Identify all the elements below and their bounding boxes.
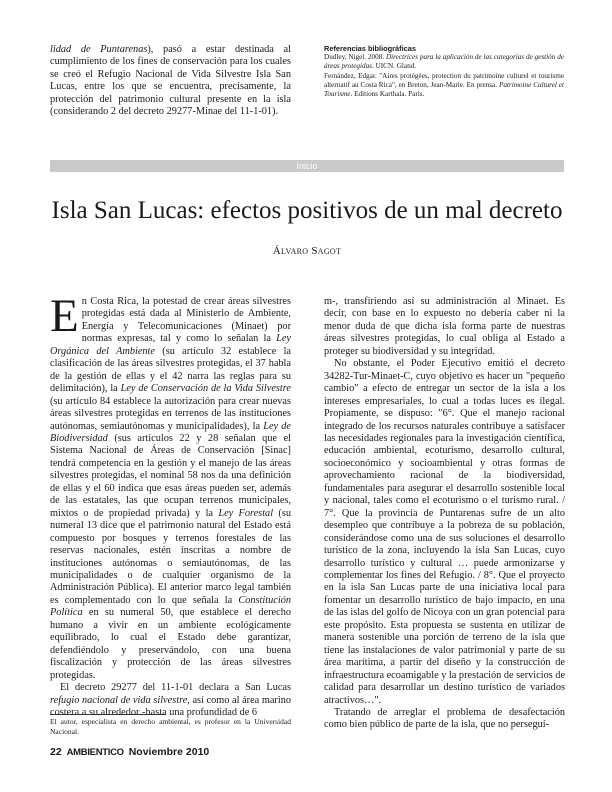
law-name: Ley Orgánica del Ambiente [50,333,291,357]
section-band [50,160,564,172]
reference-text: Dudley, Nigel. 2008. [324,53,386,62]
body-paragraph: m-, transfiriendo así su administración al Minaet. Es decir, con base en lo expuesto no debería caber ni la menor duda de que dicha isla forma parte de nuestras áreas silvestres protegidas, lo cual obliga al Estado a proteger su biodiversidad y su integridad. [324,296,565,357]
body-paragraph: Tratando de arreglar el problema de desafectación como bien público de parte de la isla, que no perseguí- [324,706,565,731]
law-name: Ley de Biodiversidad [50,420,291,444]
section-label: Inicio [296,161,318,171]
issue-date: Noviembre 2010 [128,746,210,758]
text-run: (su numeral 13 dice que el patrimonio natural del Estado está compuesto por bosques y terrenos forestales de las reservas nacionales, estén inscritas a nombre de instituciones autónomas o semiautónomas, de las municipalidades o de cualquier organismo de la Administración Pública). El anterior marco legal también es complementado con lo que señala la [50,507,291,606]
text-run: El decreto 29277 del 11-1-01 declara a San Lucas [60,682,291,694]
body-column-left [50,290,291,719]
reference-title: Patrimoine Culturel et Tourisme [324,80,564,99]
text-run: , así como al área marino costera a su alrededor -hasta una profundidad de 6 [50,694,291,718]
reference-title: Directrices para la aplicación de las categorías de gestión de áreas protegidas [324,53,564,71]
references-heading: Referencias bibliográficas [324,44,417,53]
text-run: (sus artículos 22 y 28 señalan que el Sistema Nacional de Áreas de Conservación [Sinac] tendrá competencia en la gestión y el manejo de las áreas silvestres protegidas, el nominal 58 nos da una definición de ellas y el 60 indica que esas áreas pueden ser, además de las estatales, las que ocupan terrenos municipales, mixtos o de propiedad privada) y la [50,432,291,519]
body-column-right [324,296,565,732]
reference-item [324,72,564,100]
law-name: Ley de Conservación de la Vida Silvestre [120,383,291,395]
magazine-logo: AMBIENTICO [66,747,124,758]
text-run: en su numeral 50, que establece el derecho humano a vivir en un ambiente ecológicamente equilibrado, lo cual el Estado debe garantizar, defendiéndolo y preservándolo, con una buena fiscalización y protección de las áreas silvestres protegidas. [50,607,291,681]
author-footnote: El autor, especialista en derecho ambiental, es profesor en la Universidad Nacional. [50,717,291,736]
reference-text: . Editions Karthala. Paris. [350,90,425,99]
text-run: (su artículo 32 establece la clasificación de las áreas silvestres protegidas, el 37 habla de la gestión de ellas y el 42 narra las reglas para su delimitación), la [50,345,291,395]
italic-term: refugio nacional de vida silvestre [50,694,188,706]
continued-text: ), pasó a estar destinada al cumplimiento de los fines de conservación para los cuales se creó el Refugio Nacional de Vida Silvestre Isla San Lucas, entre los que se encuentra, precisamente, la protección del patrimonio cultural presente en la isla (considerando 2 del decreto 29277-Minae del 11-1-01). [50,44,291,118]
page-number: 22 [50,746,62,758]
continued-paragraph [50,44,291,119]
page-footer [50,746,209,758]
body-paragraph: No obstante, el Poder Ejecutivo emitió el decreto 34282-Tur-Minaet-C, cuyo objetivo es hacer un "pequeño cambio" a efecto de entregar un sector de la isla a los intereses empresariales, lo cual a todas luces es ilegal. Propiamente, se dispuso: "6°. Que el manejo racional integrado de los recursos naturales contribuye a satisfacer las necesidades regionales para la investigación científica, educación ambiental, ecoturismo, desarrollo cultural, socioeconómico y socioambiental y otras formas de aprovechamiento racional de la biodiversidad, fundamentales para asegurar el desarrollo sostenible local y nacional, tales como el ecoturismo o el turismo rural. / 7°. Que la provincia de Puntarenas sufre de un alto desempleo que contribuye a la pobreza de su población, considerándose como una de sus soluciones el desarrollo turístico de la zona, incluyendo la isla San Lucas, cuyo desarrollo turístico y cultural … puede armonizarse y complementar los fines del Refugio. / 8°. Que el proyecto en la isla San Lucas parte de una iniciativa local para fomentar un desarrollo turístico de bajo impacto, en una de las islas del golfo de Nicoya con un gran potencial para este propósito. Esta propuesta se sustenta en utilizar de manera sostenible una porción de terreno de la isla que tiene las instalaciones de valor patrimonial y parte de su área marítima, a partir del diseño y la construcción de infraestructura ecoamigable y la prestación de servicios de calidad para desarrollar un destino turístico de variados atractivos…". [324,358,566,706]
continued-italic: lidad de Puntarenas [50,44,148,55]
body-paragraph [50,290,291,682]
reference-item [324,53,564,71]
reference-text: Fernández, Edgar. "Aires protégées, protection du patrimoine culturel et tourisme alternatif au Costa Rica", en Breton, Jean-Marie. En prensa. [324,71,564,89]
article-author: Álvaro Sagot [272,245,342,257]
text-run: (su artículo 84 establece la autorización para crear nuevas áreas silvestres protegidas en terrenos de las instituciones autónomas, semiautónomas y municipalidades), la [50,395,291,432]
law-name: Constitución Política [50,594,291,619]
footnote-rule [50,714,165,715]
drop-cap: E [50,290,79,342]
article-title: Isla San Lucas: efectos positivos de un mal decreto [51,197,563,224]
reference-text: . UICN. Gland. [371,62,417,71]
references-block [324,44,564,99]
law-name: Ley Forestal [218,507,274,519]
text-run: n Costa Rica, la potestad de crear áreas silvestres protegidas está dada al Ministerio de Ambiente, Energía y Telecomunicaciones (Minaet) por normas expresas, tal y como lo señalan la [81,296,291,345]
